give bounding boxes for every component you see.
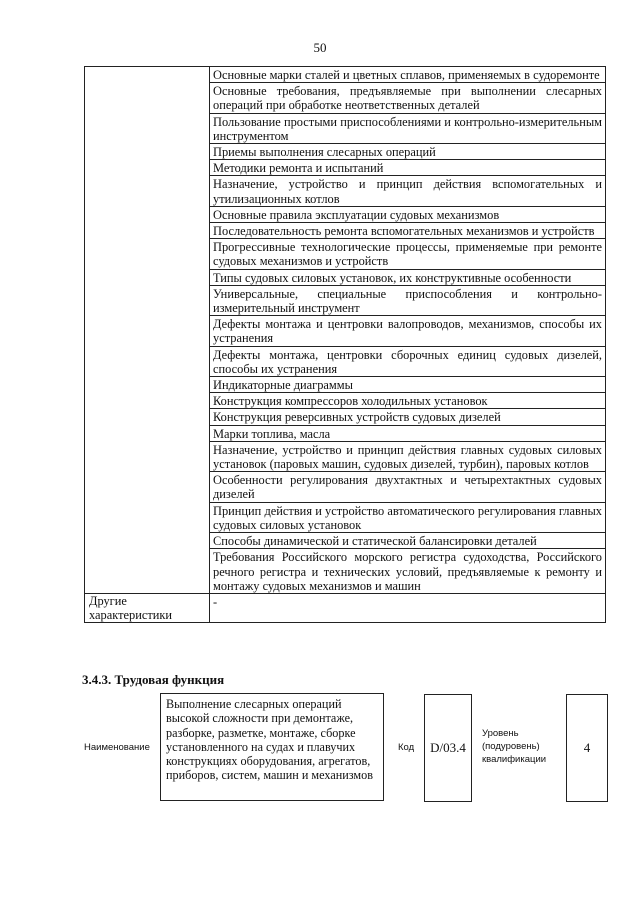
function-code-box: D/03.4 <box>424 694 472 802</box>
name-label: Наименование <box>84 742 150 753</box>
knowledge-item: Марки топлива, масла <box>210 425 606 441</box>
knowledge-item: Приемы выполнения слесарных операций <box>210 144 606 160</box>
knowledge-item: Принцип действия и устройство автоматического регулирования главных судовых силовых установок <box>210 502 606 532</box>
knowledge-item: Прогрессивные технологические процессы, применяемые при ремонте судовых механизмов и устройств <box>210 239 606 269</box>
function-name-box: Выполнение слесарных операций высокой сложности при демонтаже, разборке, разметке, монтаже, сборке установленного на судах и плавучих конструкциях оборудования, агрегатов, приборов, систем, машин и механизмов <box>160 693 384 801</box>
knowledge-left-cell <box>85 67 210 594</box>
knowledge-item: Основные правила эксплуатации судовых механизмов <box>210 206 606 222</box>
knowledge-item: Требования Российского морского регистра судоходства, Российского речного регистра и технических условий, предъявляемые к ремонту и монтажу судовых механизмов и машин <box>210 549 606 594</box>
knowledge-item: Способы динамической и статической балансировки деталей <box>210 533 606 549</box>
knowledge-item: Дефекты монтажа, центровки сборочных единиц судовых дизелей, способы их устранения <box>210 346 606 376</box>
qualification-level-label: Уровень (подуровень) квалификации <box>482 728 547 765</box>
knowledge-item: Индикаторные диаграммы <box>210 377 606 393</box>
other-characteristics-label: Другие характеристики <box>85 593 210 622</box>
knowledge-item: Дефекты монтажа и центровки валопроводов, механизмов, способы их устранения <box>210 316 606 346</box>
other-characteristics-row <box>85 593 606 622</box>
page-number: 50 <box>313 40 327 55</box>
knowledge-item: Особенности регулирования двухтактных и четырехтактных судовых дизелей <box>210 472 606 502</box>
knowledge-table-body <box>85 67 606 623</box>
knowledge-item: Типы судовых силовых установок, их конструктивные особенности <box>210 269 606 285</box>
knowledge-table <box>84 66 606 623</box>
other-characteristics-value: - <box>210 593 606 622</box>
knowledge-row <box>85 67 606 83</box>
knowledge-item: Методики ремонта и испытаний <box>210 160 606 176</box>
section-heading: 3.4.3. Трудовая функция <box>82 672 225 687</box>
knowledge-item: Основные требования, предъявляемые при выполнении слесарных операций при обработке неответственных деталей <box>210 83 606 113</box>
knowledge-item: Конструкция компрессоров холодильных установок <box>210 393 606 409</box>
code-label: Код <box>398 742 415 753</box>
knowledge-item: Последовательность ремонта вспомогательных механизмов и устройств <box>210 223 606 239</box>
qualification-level-box: 4 <box>566 694 608 802</box>
knowledge-item: Пользование простыми приспособлениями и контрольно-измерительным инструментом <box>210 113 606 143</box>
knowledge-item: Универсальные, специальные приспособления и контрольно-измерительный инструмент <box>210 285 606 315</box>
knowledge-item: Назначение, устройство и принцип действия главных судовых силовых установок (паровых машин, судовых дизелей, турбин), паровых котлов <box>210 441 606 471</box>
knowledge-item: Конструкция реверсивных устройств судовых дизелей <box>210 409 606 425</box>
knowledge-item: Основные марки сталей и цветных сплавов, применяемых в судоремонте <box>210 67 606 83</box>
knowledge-item: Назначение, устройство и принцип действия вспомогательных и утилизационных котлов <box>210 176 606 206</box>
